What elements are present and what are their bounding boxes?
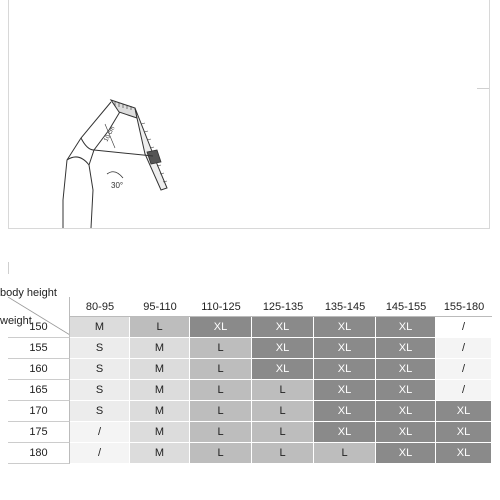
size-cell: / bbox=[436, 317, 492, 338]
row-label: 175 bbox=[8, 422, 70, 443]
row-label: 170 bbox=[8, 401, 70, 422]
size-cell: L bbox=[130, 317, 190, 338]
size-cell: XL bbox=[376, 401, 436, 422]
knee-measurement-illustration bbox=[49, 90, 179, 230]
size-cell: L bbox=[190, 401, 252, 422]
size-cell: XL bbox=[190, 317, 252, 338]
corner-label-height: body height bbox=[0, 287, 57, 299]
size-cell: XL bbox=[376, 422, 436, 443]
size-cell: L bbox=[252, 380, 314, 401]
row-label: 180 bbox=[8, 443, 70, 464]
size-cell: S bbox=[70, 359, 130, 380]
size-cell: / bbox=[70, 422, 130, 443]
column-header: 95-110 bbox=[130, 297, 190, 317]
size-cell: M bbox=[130, 422, 190, 443]
size-cell: L bbox=[190, 338, 252, 359]
size-cell: XL bbox=[376, 380, 436, 401]
measure-label: 10 cm bbox=[103, 125, 117, 143]
row-label: 150 bbox=[8, 317, 70, 338]
size-cell: XL bbox=[376, 359, 436, 380]
row-label: 155 bbox=[8, 338, 70, 359]
size-cell: L bbox=[252, 422, 314, 443]
size-cell: / bbox=[436, 380, 492, 401]
size-chart-table bbox=[0, 287, 492, 469]
size-cell: L bbox=[252, 443, 314, 464]
size-cell: XL bbox=[314, 401, 376, 422]
size-cell: / bbox=[436, 359, 492, 380]
size-cell: S bbox=[70, 338, 130, 359]
row-label: 165 bbox=[8, 380, 70, 401]
size-cell: XL bbox=[436, 443, 492, 464]
size-cell: M bbox=[130, 338, 190, 359]
angle-label: 30° bbox=[111, 181, 124, 190]
size-cell: M bbox=[70, 317, 130, 338]
size-cell: S bbox=[70, 401, 130, 422]
size-cell: XL bbox=[314, 359, 376, 380]
size-cell: XL bbox=[376, 317, 436, 338]
size-cell: L bbox=[190, 359, 252, 380]
column-header: 80-95 bbox=[70, 297, 130, 317]
size-cell: XL bbox=[436, 422, 492, 443]
size-cell: XL bbox=[314, 317, 376, 338]
size-cell: L bbox=[190, 422, 252, 443]
size-cell: XL bbox=[252, 359, 314, 380]
size-cell: M bbox=[130, 401, 190, 422]
size-cell: L bbox=[252, 401, 314, 422]
size-cell: L bbox=[190, 443, 252, 464]
column-header: 135-145 bbox=[314, 297, 376, 317]
size-cell: XL bbox=[376, 443, 436, 464]
panel-divider bbox=[477, 88, 489, 89]
row-label: 160 bbox=[8, 359, 70, 380]
size-cell: XL bbox=[314, 338, 376, 359]
size-cell: / bbox=[70, 443, 130, 464]
size-cell: XL bbox=[376, 338, 436, 359]
size-cell: XL bbox=[252, 317, 314, 338]
size-cell: S bbox=[70, 380, 130, 401]
column-header: 155-180 bbox=[436, 297, 492, 317]
size-cell: XL bbox=[436, 401, 492, 422]
size-cell: XL bbox=[314, 380, 376, 401]
column-header: 125-135 bbox=[252, 297, 314, 317]
corner-label-weight: weight bbox=[0, 315, 32, 327]
size-cell: XL bbox=[252, 338, 314, 359]
size-cell: / bbox=[436, 338, 492, 359]
column-header: 145-155 bbox=[376, 297, 436, 317]
size-cell: M bbox=[130, 443, 190, 464]
size-cell: XL bbox=[314, 422, 376, 443]
size-cell: M bbox=[130, 380, 190, 401]
size-cell: L bbox=[314, 443, 376, 464]
divider-mark bbox=[8, 262, 9, 274]
illustration-panel bbox=[8, 0, 490, 229]
size-cell: M bbox=[130, 359, 190, 380]
column-header: 110-125 bbox=[190, 297, 252, 317]
size-cell: L bbox=[190, 380, 252, 401]
